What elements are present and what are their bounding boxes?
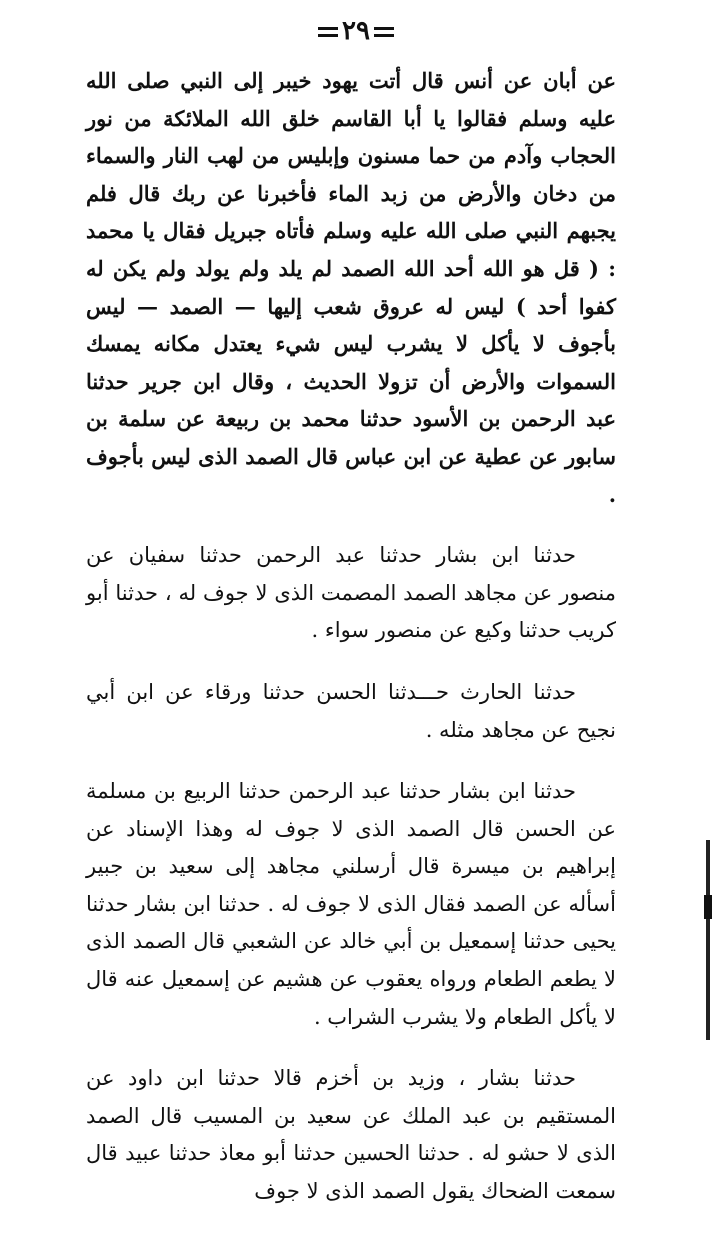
page-number-dash-right bbox=[318, 27, 338, 37]
paragraph-1: عن أبان عن أنس قال أتت يهود خيبر إلى النبي صلى الله عليه وسلم فقالوا يا أبا القاسم خلق الله الملائكة من نور الحجاب وآدم من حما مسنون وإبليس من لهب النار والسماء من دخان والأرض من زبد الماء فأخبرنا عن ربك قال فلم يجبهم النبي صلى الله عليه وسلم فأتاه جبريل فقال يا محمد : ( قل هو الله أحد الله الصمد لم يلد ولم يولد ولم يكن له كفوا أحد ) ليس له عروق شعب إليها — الصمد — ليس بأجوف لا يأكل لا يشرب ليس شيء يعتدل مكانه يمسك السموات والأرض أن تزولا الحديث ، وقال ابن جرير حدثنا عبد الرحمن بن الأسود حدثنا محمد بن ربيعة عن سلمة بن سابور عن عطية عن ابن عباس قال الصمد الذى ليس بأجوف . bbox=[86, 68, 616, 507]
paragraph-4: حدثنا ابن بشار حدثنا عبد الرحمن حدثنا الربيع بن مسلمة عن الحسن قال الصمد الذى لا جوف له وهذا الإسناد عن إبراهيم بن ميسرة قال أرسلني مجاهد إلى سعيد بن جبير أسأله عن الصمد فقال الذى لا جوف له . حدثنا ابن بشار حدثنا يحيى حدثنا إسمعيل بن أبي خالد عن الشعبي قال الصمد الذى لا يطعم الطعام ورواه يعقوب عن هشيم عن إسمعيل عنه قال لا يأكل الطعام ولا يشرب الشراب . bbox=[86, 779, 616, 1029]
paragraph-5: حدثنا بشار ، وزيد بن أخزم قالا حدثنا ابن داود عن المستقيم بن عبد الملك عن سعيد بن المسيب قال الصمد الذى لا حشو له . حدثنا الحسين حدثنا أبو معاذ حدثنا عبيد قال سمعت الضحاك يقول الصمد الذى لا جوف bbox=[86, 1066, 616, 1204]
scan-edge-mark bbox=[704, 895, 712, 919]
page-number-text: ٢٩ bbox=[342, 16, 370, 46]
paragraph-3: حدثنا الحارث حـــدثنا الحسن حدثنا ورقاء عن ابن أبي نجيح عن مجاهد مثله . bbox=[86, 679, 616, 742]
body-text bbox=[86, 62, 616, 1235]
paragraph-2: حدثنا ابن بشار حدثنا عبد الرحمن حدثنا سفيان عن منصور عن مجاهد الصمد المصمت الذى لا جوف له ، حدثنا أبو كريب حدثنا وكيع عن منصور سواء . bbox=[86, 543, 616, 643]
page-number-dash-left bbox=[374, 27, 394, 37]
scan-edge-shadow bbox=[706, 840, 710, 1040]
page-number bbox=[0, 14, 712, 48]
